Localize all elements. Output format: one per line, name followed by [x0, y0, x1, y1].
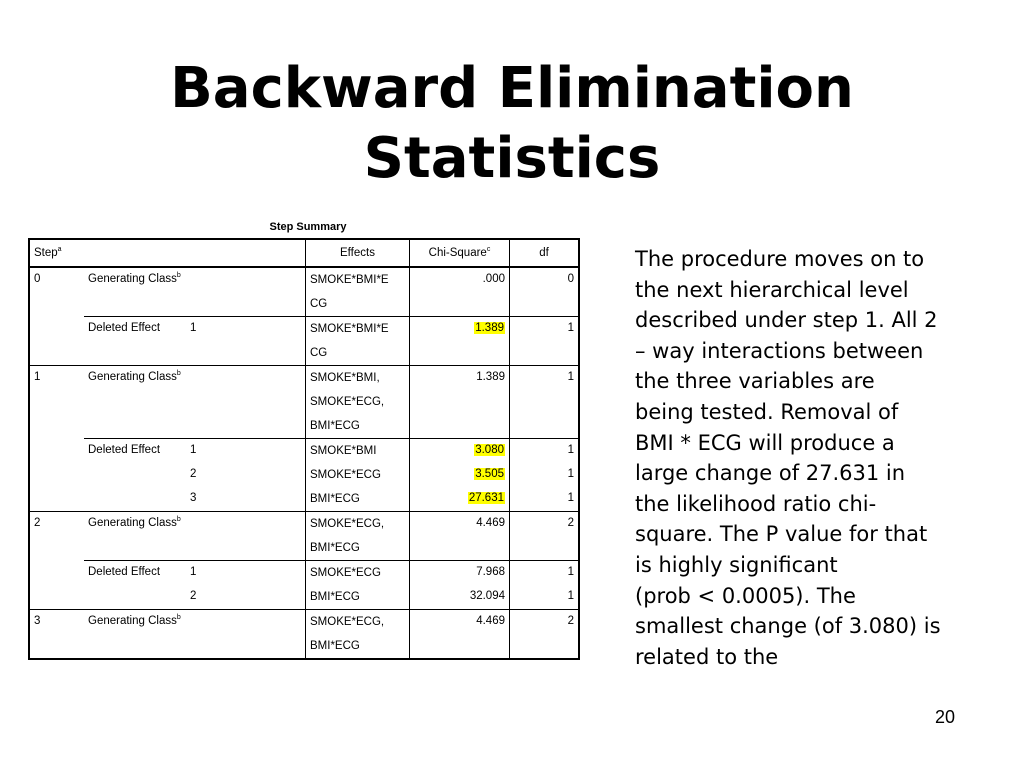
header-chi-square: Chi-Square$^c$: [410, 239, 510, 267]
description-line: being tested. Removal of: [635, 399, 899, 424]
row-df: 1: [510, 487, 580, 512]
description-line: the likelihood ratio chi-: [635, 491, 877, 516]
header-df: df: [510, 239, 580, 267]
footnote-marker: b: [176, 370, 181, 378]
row-effects: [306, 317, 410, 366]
effect-term: SMOKE*BMI*E: [310, 274, 389, 286]
row-step: [29, 487, 84, 512]
row-label: [84, 512, 188, 561]
row-step: 2: [29, 512, 84, 561]
row-df: 1: [510, 585, 580, 610]
table-row: [29, 463, 579, 487]
row-label: [84, 561, 188, 586]
chi-square-value: 7.968: [476, 566, 505, 578]
header-effects: Effects: [306, 239, 410, 267]
row-label-text: Deleted Effect: [88, 322, 161, 334]
table-row: [29, 366, 579, 439]
table-row: [29, 487, 579, 512]
effect-term: BMI*ECG: [310, 420, 360, 432]
row-effects: [306, 439, 410, 464]
effect-term: BMI*ECG: [310, 493, 360, 505]
footnote-marker: b: [176, 272, 181, 280]
effect-term: SMOKE*BMI: [310, 445, 377, 457]
effect-term: SMOKE*BMI*E: [310, 323, 389, 335]
description-line: related to the: [635, 644, 779, 669]
effect-term: BMI*ECG: [310, 591, 360, 603]
description-line: large change of 27.631 in: [635, 461, 906, 486]
row-label: [84, 439, 188, 464]
slide-title: [0, 54, 1024, 194]
effect-term: SMOKE*ECG,: [310, 518, 385, 530]
row-index: 1: [188, 439, 306, 464]
description-line: is highly significant: [635, 552, 838, 577]
row-label-text: Generating Class: [88, 273, 177, 285]
row-step: [29, 561, 84, 586]
effect-term: CG: [310, 347, 328, 359]
row-df: 2: [510, 512, 580, 561]
row-label: [84, 267, 188, 317]
chi-square-value: 32.094: [469, 590, 505, 602]
effect-term: SMOKE*ECG: [310, 469, 381, 481]
header-blank: [84, 239, 188, 267]
row-chi-square: [410, 585, 510, 610]
effect-term: CG: [310, 298, 328, 310]
row-effects: [306, 610, 410, 660]
row-chi-square: [410, 317, 510, 366]
row-effects: [306, 366, 410, 439]
row-step: [29, 317, 84, 366]
row-index: [188, 610, 306, 660]
row-index: [188, 366, 306, 439]
row-chi-square: [410, 512, 510, 561]
description-line: the three variables are: [635, 369, 875, 394]
header-blank-2: [188, 239, 306, 267]
row-effects: [306, 561, 410, 586]
title-line-1: Backward Elimination: [170, 56, 854, 121]
table-row: [29, 610, 579, 660]
description-line: smallest change (of 3.080) is: [635, 614, 941, 639]
chi-square-value: .000: [482, 273, 505, 285]
chi-square-value: 3.080: [475, 444, 504, 456]
row-label: [84, 463, 188, 487]
row-effects: [306, 585, 410, 610]
description-line: – way interactions between: [635, 338, 924, 363]
row-label: [84, 317, 188, 366]
row-step: 1: [29, 366, 84, 439]
table-row: [29, 512, 579, 561]
row-df: 0: [510, 267, 580, 317]
description-line: The procedure moves on to: [635, 247, 925, 271]
footnote-marker: b: [176, 614, 181, 622]
table-row: [29, 585, 579, 610]
page-number: 20: [935, 707, 956, 727]
chi-square-value: 3.505: [475, 468, 504, 480]
row-label-text: Deleted Effect: [88, 444, 161, 456]
row-chi-square: [410, 439, 510, 464]
row-label: [84, 366, 188, 439]
row-label: [84, 585, 188, 610]
row-step: 3: [29, 610, 84, 660]
description-line: (prob < 0.0005). The: [635, 583, 856, 608]
row-df: 1: [510, 317, 580, 366]
table-row: [29, 439, 579, 464]
row-index: [188, 267, 306, 317]
row-df: 1: [510, 463, 580, 487]
footnote-marker: b: [176, 516, 181, 524]
row-index: 1: [188, 561, 306, 586]
description-text: [635, 244, 990, 672]
row-step: [29, 585, 84, 610]
row-df: 1: [510, 439, 580, 464]
row-label-text: Generating Class: [88, 371, 177, 383]
row-label-text: Generating Class: [88, 615, 177, 627]
chi-square-value: 4.469: [476, 517, 505, 529]
row-effects: [306, 487, 410, 512]
effect-term: SMOKE*ECG,: [310, 396, 385, 408]
header-step: Step$^a$: [29, 239, 84, 267]
step-summary-table: [28, 238, 580, 660]
chi-square-value: 1.389: [476, 371, 505, 383]
description-line: the next hierarchical level: [635, 277, 909, 302]
effect-term: SMOKE*ECG,: [310, 616, 385, 628]
table-row: [29, 561, 579, 586]
description-line: described under step 1. All 2: [635, 308, 938, 333]
table-row: [29, 267, 579, 317]
row-chi-square: [410, 267, 510, 317]
row-index: 2: [190, 468, 197, 480]
title-line-2: Statistics: [363, 126, 661, 191]
row-effects: [306, 267, 410, 317]
row-step: [29, 463, 84, 487]
row-label-text: Generating Class: [88, 517, 177, 529]
row-chi-square: [410, 366, 510, 439]
table-body: [29, 267, 579, 659]
row-step: 0: [34, 273, 41, 285]
row-index: 3: [190, 492, 197, 504]
row-chi-square: [410, 561, 510, 586]
effect-term: BMI*ECG: [310, 542, 360, 554]
effect-term: BMI*ECG: [310, 640, 360, 652]
row-label: [84, 487, 188, 512]
chi-square-value: 4.469: [476, 615, 505, 627]
description-line: BMI * ECG will produce a: [635, 430, 895, 455]
row-step: [29, 439, 84, 464]
row-label-text: Deleted Effect: [88, 566, 161, 578]
effect-term: SMOKE*ECG: [310, 567, 381, 579]
row-chi-square: [410, 487, 510, 512]
row-index: 1: [188, 317, 306, 366]
row-label: [84, 610, 188, 660]
table-row: [29, 317, 579, 366]
row-effects: [306, 463, 410, 487]
row-df: 2: [510, 610, 580, 660]
row-index: 2: [190, 590, 197, 602]
chi-square-value: 27.631: [468, 492, 504, 504]
description-line: square. The P value for that: [635, 522, 928, 547]
table-title: Step Summary: [269, 221, 347, 233]
row-chi-square: [410, 463, 510, 487]
row-df: 1: [510, 561, 580, 586]
row-effects: [306, 512, 410, 561]
row-index: [188, 512, 306, 561]
table-header-row: [29, 239, 579, 267]
effect-term: SMOKE*BMI,: [310, 372, 380, 384]
row-chi-square: [410, 610, 510, 660]
chi-square-value: 1.389: [475, 322, 504, 334]
row-df: 1: [510, 366, 580, 439]
